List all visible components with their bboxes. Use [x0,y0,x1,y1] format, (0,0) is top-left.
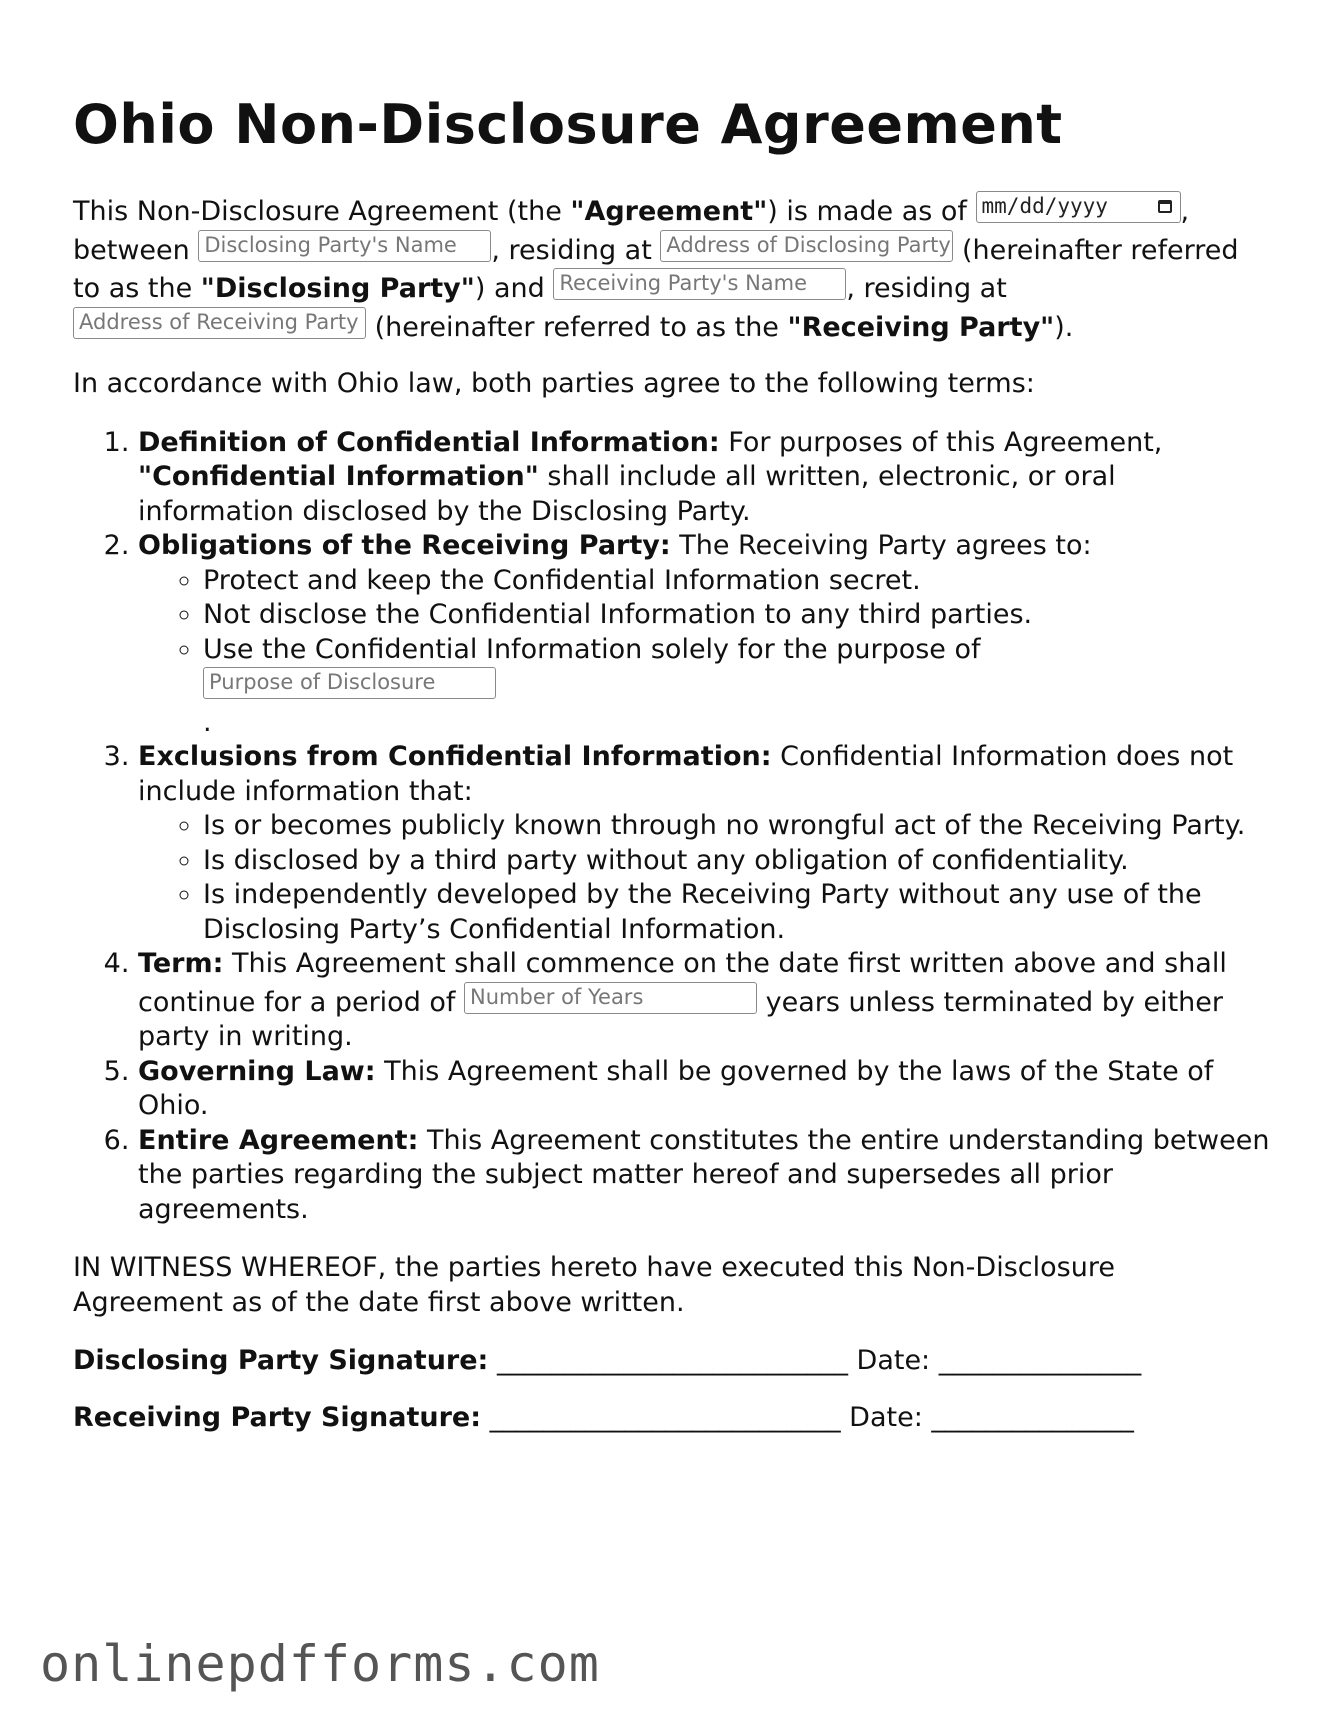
receiving-party-name-field[interactable]: Receiving Party's Name [553,268,846,300]
term-heading: Obligations of the Receiving Party: [138,530,671,561]
number-of-years-field[interactable]: Number of Years [464,982,757,1014]
list-item: ◦ Is or becomes publicly known through no wrongful act of the Receiving Party. [203,809,1273,844]
term-text: Confidential Information does not include information that: [138,741,1234,807]
intro-text: , residing at [846,273,1007,304]
list-item: ◦ Not disclose the Confidential Information to any third parties. [203,598,1273,633]
term-heading: Exclusions from Confidential Information: [138,741,772,772]
page-title: Ohio Non-Disclosure Agreement [73,93,1063,156]
term-item [138,529,1273,740]
receiving-signature-line [73,1401,1273,1436]
intro-text: This Non-Disclosure Agreement (the [73,196,571,227]
intro-text: ) and [474,273,554,304]
term-heading: Term: [138,948,224,979]
term-text: shall include all written, electronic, or oral information disclosed by the Disclosing Party. [138,461,1116,527]
term-text: This Agreement shall be governed by the laws of the State of Ohio. [138,1055,1214,1121]
term-text: This Agreement constitutes the entire understanding between the parties regarding the subject matter hereof and supersedes all prior agreements. [138,1124,1270,1225]
term-item [138,1055,1273,1124]
list-item: ◦ Protect and keep the Confidential Information secret. [203,564,1273,599]
receiving-party-address-field[interactable]: Address of Receiving Party [73,307,366,339]
intro-text: (hereinafter referred to as the [73,234,1239,304]
signature-label: Receiving Party Signature: [73,1401,482,1433]
term-item [138,1124,1273,1228]
signature-blank: __________________________ Date: _______________ [488,1345,1142,1376]
watermark: onlinepdfforms.com [40,1635,600,1693]
term-heading: Definition of Confidential Information: [138,426,720,458]
date-placeholder: mm/dd/yyyy [981,194,1108,218]
term-heading: Entire Agreement: [138,1124,419,1156]
confidential-information-term: "Confidential Information" [138,461,539,492]
intro-text: ). [1054,311,1074,343]
agreement-term: "Agreement" [570,196,768,227]
disclosing-party-name-field[interactable]: Disclosing Party's Name [198,230,491,262]
list-item: ◦ Is disclosed by a third party without any obligation of confidentiality. [203,844,1273,879]
list-item-end: . [203,706,212,738]
term-text: years unless terminated by either party in writing. [138,986,1223,1052]
signature-label: Disclosing Party Signature: [73,1345,489,1376]
disclosing-party-address-field[interactable]: Address of Disclosing Party [660,230,953,262]
list-item [203,633,1273,741]
list-item-text: Use the Confidential Information solely for the purpose of [203,633,981,665]
term-text: The Receiving Party agrees to: [670,530,1092,561]
intro-text: (hereinafter referred to as the [366,311,788,343]
term-item [138,740,1273,947]
signature-blank: __________________________ Date: _______________ [481,1401,1134,1433]
document-page [73,0,1273,1457]
witness-paragraph: IN WITNESS WHEREOF, the parties hereto have executed this Non-Disclosure Agreement as of the date first above written. [73,1252,1115,1318]
term-item [138,947,1273,1055]
term-item [138,426,1273,530]
agreement-date-field[interactable] [976,191,1181,223]
intro-paragraph [73,191,1273,345]
accordance-paragraph: In accordance with Ohio law, both parties agree to the following terms: [73,368,1035,399]
intro-text: ) is made as of [767,196,976,227]
intro-text: , between [73,196,1190,266]
disclosing-party-term: "Disclosing Party" [200,273,475,304]
obligations-list [138,564,1273,741]
term-text: This Agreement shall commence on the date first written above and shall continue for a period of [138,948,1227,1018]
intro-text: , residing at [491,234,661,266]
list-item: ◦ Is independently developed by the Receiving Party without any use of the Disclosing Party’s Confidential Information. [203,878,1273,947]
calendar-icon[interactable] [1158,200,1172,213]
term-text: For purposes of this Agreement, [719,426,1163,458]
terms-list [73,426,1273,1228]
disclosing-signature-line [73,1344,1273,1379]
purpose-of-disclosure-field[interactable]: Purpose of Disclosure [203,667,496,699]
exclusions-list [138,809,1273,947]
receiving-party-term: "Receiving Party" [787,311,1055,343]
term-heading: Governing Law: [138,1055,376,1087]
